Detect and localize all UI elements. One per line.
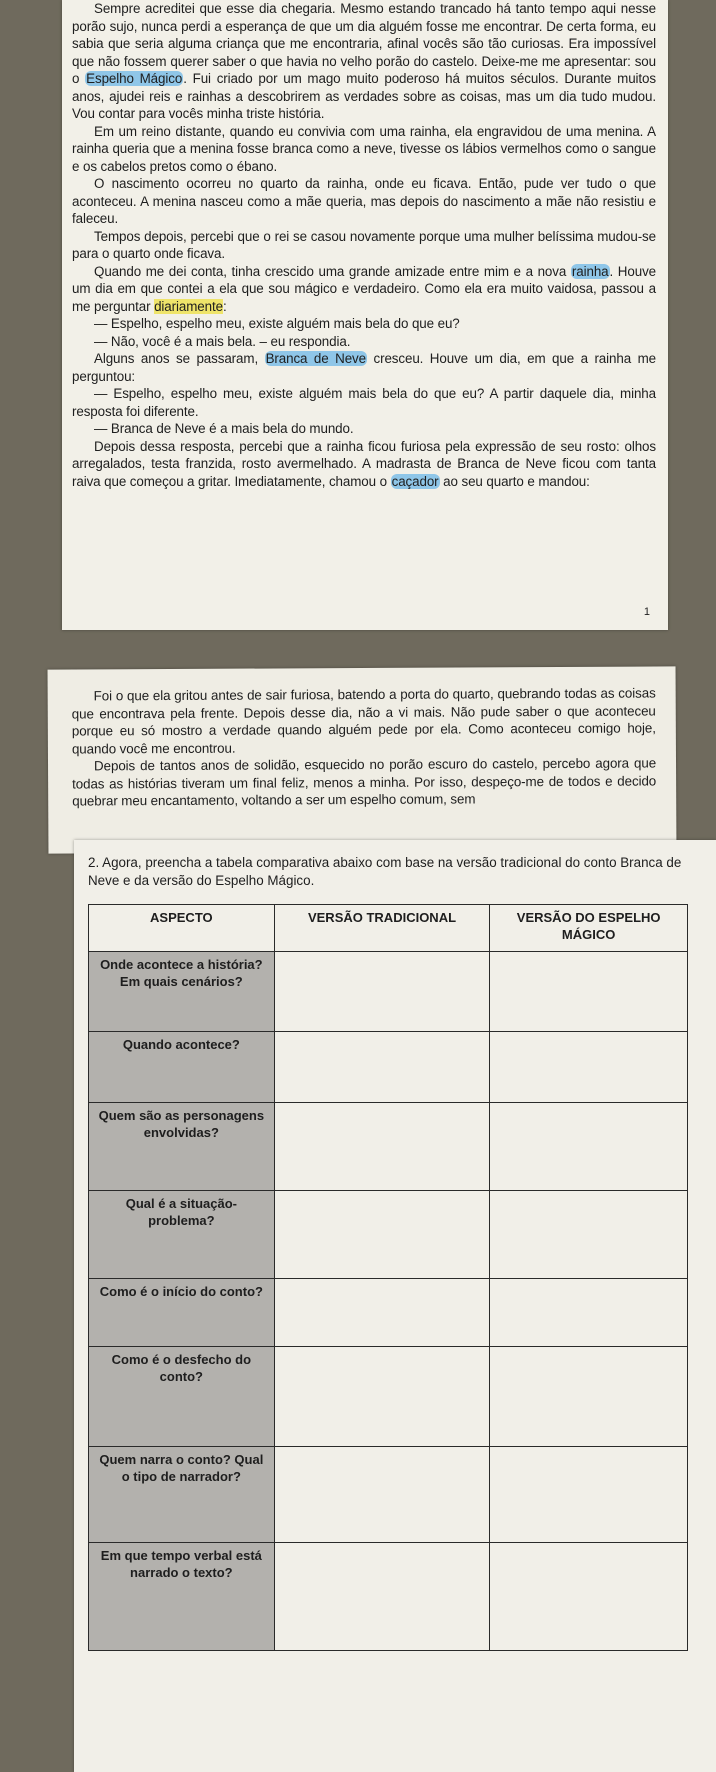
table-row [89,1032,688,1103]
traditional-answer-cell[interactable] [274,1191,490,1279]
table-row [89,1447,688,1543]
story-paragraph [72,385,656,420]
text-segment: — Não, você é a mais bela. – eu respondia. [94,333,351,349]
text-segment: — Espelho, espelho meu, existe alguém mais bela do que eu? A partir daquele dia, minha resposta foi diferente. [72,386,656,419]
text-segment: Foi o que ela gritou antes de sair furiosa, batendo a porta do quarto, quebrando todas as coisas que encontrava pela frente. Depois desse dia, não a vi mais. Não pude saber o que aconteceu porque eu só mostro a verdade quando alguém pede por ela. Como aconteceu comigo hoje, quando você me encontrou. [71,685,656,757]
mirror-answer-cell[interactable] [490,952,688,1032]
story-page-2 [48,666,677,853]
highlighted-text: caçador [391,473,439,489]
mirror-answer-cell[interactable] [490,1103,688,1191]
text-segment: Sempre acreditei que esse dia chegaria. Mesmo estando trancado há tanto tempo aqui nesse porão sujo, nunca perdi a esperança de que um dia alguém fosse me encontrar. De certa forma, eu sabia que seria alguma criança que me encontraria, afinal vocês são tão curiosas. Era impossível que não fossem querer saber o que havia no velho porão do castelo. Deixe-me me apresentar: sou o [72,1,656,86]
aspect-cell: Como é o início do conto? [89,1279,275,1347]
traditional-answer-cell[interactable] [274,952,490,1032]
text-segment: O nascimento ocorreu no quarto da rainha, onde eu ficava. Então, pude ver tudo o que aconteceu. A menina nasceu como a mãe queria, mas depois do nascimento a mãe não resistiu e faleceu. [72,176,656,226]
aspect-cell: Quem são as personagens envolvidas? [89,1103,275,1191]
story-paragraph [72,0,656,123]
header-traditional: VERSÃO TRADICIONAL [274,905,490,952]
activity-sheet [74,840,716,1772]
traditional-answer-cell[interactable] [274,1103,490,1191]
mirror-answer-cell[interactable] [490,1279,688,1347]
text-segment: . Fui criado por um mago muito poderoso há muitos séculos. Durante muitos anos, ajudei reis e rainhas a descobrirem as verdades sobre as coisas, mas um dia tudo mudou. Vou contar para vocês minha triste história. [72,71,656,121]
highlighted-text: Espelho Mágico [86,71,183,86]
traditional-answer-cell[interactable] [274,1347,490,1447]
table-header-row [89,905,688,952]
text-segment: Em um reino distante, quando eu convivia com uma rainha, ela engravidou de uma menina. A rainha queria que a menina fosse branca como a neve, tivesse os lábios vermelhos como o sangue e os cabelos pretos como o ébano. [72,123,656,174]
aspect-cell: Em que tempo verbal está narrado o texto? [89,1543,275,1651]
story-paragraph [72,754,656,810]
story-paragraph [72,175,656,228]
aspect-cell: Como é o desfecho do conto? [89,1347,275,1447]
comparison-table [88,904,688,1651]
story-paragraph [72,123,656,176]
mirror-answer-cell[interactable] [490,1543,688,1651]
text-segment: Alguns anos se passaram, [94,351,265,366]
aspect-cell: Onde acontece a história? Em quais cenários? [89,952,275,1032]
mirror-answer-cell[interactable] [490,1032,688,1103]
story-paragraph [72,684,656,757]
text-segment: Tempos depois, percebi que o rei se casou novamente porque uma mulher belíssima mudou-se para o quarto onde ficava. [72,228,656,261]
aspect-cell: Quando acontece? [89,1032,275,1103]
table-row [89,952,688,1032]
table-row [89,1279,688,1347]
traditional-answer-cell[interactable] [274,1279,490,1347]
text-segment: — Espelho, espelho meu, existe alguém mais bela do que eu? [94,316,460,331]
text-segment: Depois de tantos anos de solidão, esquecido no porão escuro do castelo, percebo agora que todas as histórias tiveram um final feliz, menos a minha. Por isso, despeço-me de todos e decido quebrar meu encantamento, voltando a ser um espelho comum, sem [72,755,657,809]
story-paragraph [72,333,656,351]
story-paragraph [72,420,656,438]
story-text-page-2 [72,684,657,810]
traditional-answer-cell[interactable] [274,1543,490,1651]
highlighted-text: diariamente [154,298,223,314]
activity-question: 2. Agora, preencha a tabela comparativa abaixo com base na versão tradicional do conto Branca de Neve e da versão do Espelho Mágico. [88,855,682,888]
text-segment: Quando me dei conta, tinha crescido uma grande amizade entre mim e a nova [94,263,571,279]
story-text-page-1 [72,0,656,490]
text-segment: cresceu. Houve um dia, em que a rainha me perguntou: [72,351,656,384]
text-segment: : [222,298,227,314]
story-paragraph [72,438,656,491]
highlighted-text: Branca de Neve [265,351,366,366]
table-row [89,1347,688,1447]
mirror-answer-cell[interactable] [490,1447,688,1543]
aspect-cell: Qual é a situação-problema? [89,1191,275,1279]
highlighted-text: rainha [571,263,609,279]
story-paragraph [72,350,656,385]
text-segment: ao seu quarto e mandou: [439,473,590,489]
table-row [89,1191,688,1279]
mirror-answer-cell[interactable] [490,1191,688,1279]
header-aspect: ASPECTO [89,905,275,952]
traditional-answer-cell[interactable] [274,1032,490,1103]
text-segment: Depois dessa resposta, percebi que a rainha ficou furiosa pela expressão de seu rosto: olhos arregalados, testa franzida, rosto avermelhado. A madrasta de Branca de Neve ficou com tanta raiva que começou a gritar. Imediatamente, chamou o [72,438,656,489]
aspect-cell: Quem narra o conto? Qual o tipo de narrador? [89,1447,275,1543]
header-mirror: VERSÃO DO ESPELHO MÁGICO [490,905,688,952]
text-segment: . Houve um dia em que contei a ela que sou mágico e verdadeiro. Como ela era muito vaidosa, passou a me perguntar [72,263,657,314]
table-row [89,1543,688,1651]
story-paragraph [72,315,656,333]
traditional-answer-cell[interactable] [274,1447,490,1543]
page-number: 1 [643,606,650,618]
text-segment: — Branca de Neve é a mais bela do mundo. [94,421,354,436]
story-paragraph [72,228,656,263]
story-page-1 [62,0,668,630]
table-row [89,1103,688,1191]
story-paragraph [72,263,656,316]
mirror-answer-cell[interactable] [490,1347,688,1447]
